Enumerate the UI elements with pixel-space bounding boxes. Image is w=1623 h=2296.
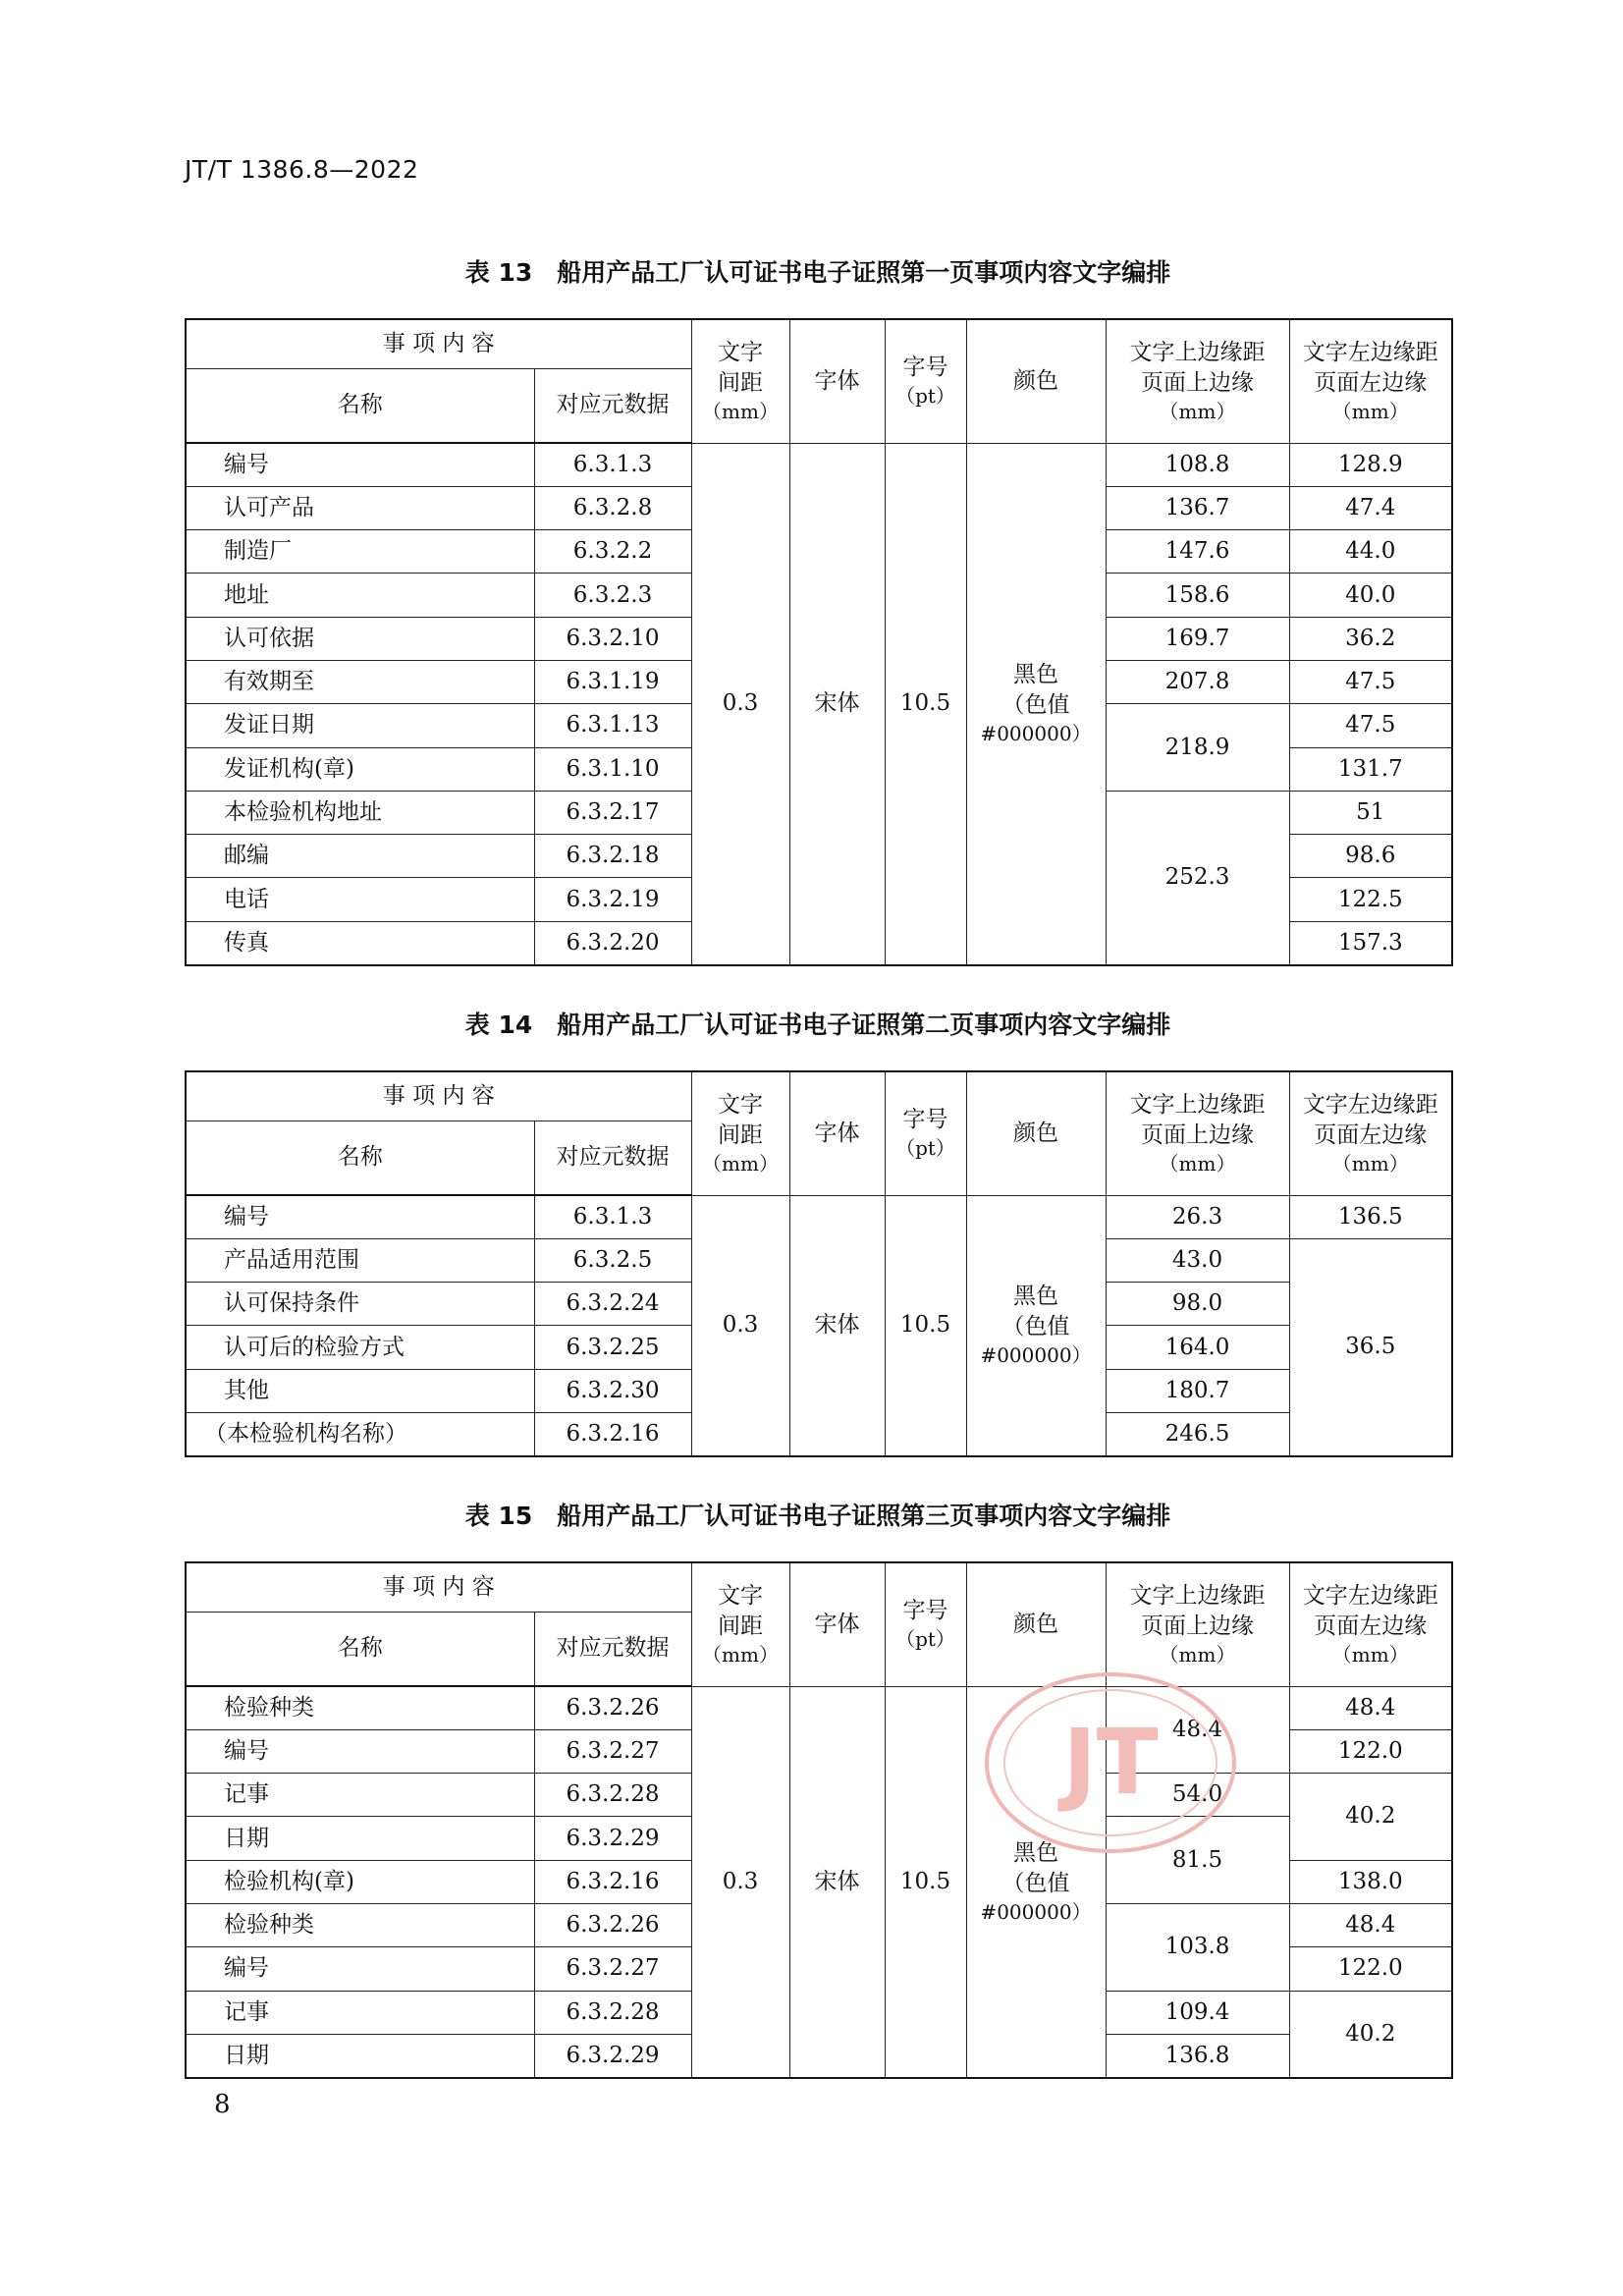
table-row-code: 6.3.2.16 [534, 1860, 691, 1903]
table-row-code: 6.3.2.29 [534, 1817, 691, 1860]
font-value: 宋体 [789, 443, 885, 965]
left-value: 48.4 [1289, 1903, 1452, 1946]
top-value: 169.7 [1106, 617, 1289, 660]
top-value: 136.8 [1106, 2034, 1289, 2077]
table-row-code: 6.3.2.27 [534, 1729, 691, 1773]
spacing-value: 0.3 [691, 1195, 789, 1456]
table-row-name: 编号 [186, 1729, 534, 1773]
top-value: 109.4 [1106, 1991, 1289, 2034]
table-row-code: 6.3.2.28 [534, 1991, 691, 2034]
table-row-code: 6.3.1.13 [534, 704, 691, 747]
size-value: 10.5 [885, 443, 966, 965]
left-value: 36.5 [1289, 1238, 1452, 1455]
spacing-value: 0.3 [691, 1686, 789, 2078]
header-size: 字号 （pt） [885, 1562, 966, 1686]
left-value: 122.0 [1289, 1729, 1452, 1773]
size-value: 10.5 [885, 1686, 966, 2078]
left-value: 44.0 [1289, 530, 1452, 574]
page-number: 8 [214, 2090, 231, 2119]
table-row-name: 检验种类 [186, 1903, 534, 1946]
table-row-code: 6.3.2.25 [534, 1326, 691, 1369]
top-value: 81.5 [1106, 1817, 1289, 1904]
header-name: 名称 [186, 368, 534, 443]
table-row-name: 本检验机构地址 [186, 791, 534, 834]
left-value: 48.4 [1289, 1686, 1452, 1729]
header-color: 颜色 [966, 1071, 1106, 1195]
table-row-code: 6.3.2.3 [534, 574, 691, 617]
table-row-name: 发证机构(章) [186, 747, 534, 791]
table-row-code: 6.3.2.8 [534, 486, 691, 529]
left-value: 47.5 [1289, 660, 1452, 703]
left-value: 40.2 [1289, 1991, 1452, 2078]
table-row-name: 检验种类 [186, 1686, 534, 1729]
top-value: 246.5 [1106, 1412, 1289, 1455]
color-value: 黑色 （色值 #000000） [966, 1195, 1106, 1456]
header-name: 名称 [186, 1612, 534, 1686]
left-value: 47.5 [1289, 704, 1452, 747]
header-data-element: 对应元数据 [534, 1121, 691, 1195]
left-value: 47.4 [1289, 486, 1452, 529]
top-value: 26.3 [1106, 1195, 1289, 1238]
header-left-distance: 文字左边缘距 页面左边缘 （mm） [1289, 1562, 1452, 1686]
left-value: 36.2 [1289, 617, 1452, 660]
left-value: 122.5 [1289, 878, 1452, 921]
table-row-name: 编号 [186, 443, 534, 486]
header-font: 字体 [789, 319, 885, 443]
table13-title: 表 13 船用产品工厂认可证书电子证照第一页事项内容文字编排 [464, 258, 1171, 287]
table-row-name: 检验机构(章) [186, 1860, 534, 1903]
table-row-name: 传真 [186, 921, 534, 964]
top-value: 103.8 [1106, 1903, 1289, 1991]
table-row-code: 6.3.1.19 [534, 660, 691, 703]
header-size: 字号 （pt） [885, 319, 966, 443]
top-value: 218.9 [1106, 704, 1289, 792]
table14-title: 表 14 船用产品工厂认可证书电子证照第二页事项内容文字编排 [464, 1011, 1171, 1039]
font-value: 宋体 [789, 1686, 885, 2078]
top-value: 98.0 [1106, 1283, 1289, 1326]
header-item-content: 事 项 内 容 [186, 319, 691, 368]
table-row-code: 6.3.2.18 [534, 835, 691, 878]
table-row-code: 6.3.1.3 [534, 443, 691, 486]
color-value: 黑色 （色值 #000000） [966, 443, 1106, 965]
header-top-distance: 文字上边缘距 页面上边缘 （mm） [1106, 319, 1289, 443]
color-value: 黑色 （色值 #000000） [966, 1686, 1106, 2078]
header-font: 字体 [789, 1071, 885, 1195]
header-top-distance: 文字上边缘距 页面上边缘 （mm） [1106, 1562, 1289, 1686]
header-spacing: 文字 间距 （mm） [691, 319, 789, 443]
table-row-name: 其他 [186, 1369, 534, 1412]
top-value: 147.6 [1106, 530, 1289, 574]
table-row-code: 6.3.2.2 [534, 530, 691, 574]
table-row-name: 编号 [186, 1195, 534, 1238]
table-row-name: （本检验机构名称） [186, 1412, 534, 1455]
header-color: 颜色 [966, 319, 1106, 443]
table-row-name: 记事 [186, 1991, 534, 2034]
left-value: 136.5 [1289, 1195, 1452, 1238]
left-value: 122.0 [1289, 1947, 1452, 1991]
top-value: 158.6 [1106, 574, 1289, 617]
left-value: 98.6 [1289, 835, 1452, 878]
document-code: JT/T 1386.8—2022 [185, 155, 419, 184]
left-value: 40.2 [1289, 1774, 1452, 1861]
table-row-code: 6.3.2.16 [534, 1412, 691, 1455]
header-top-distance: 文字上边缘距 页面上边缘 （mm） [1106, 1071, 1289, 1195]
header-item-content: 事 项 内 容 [186, 1071, 691, 1121]
top-value: 164.0 [1106, 1326, 1289, 1369]
left-value: 128.9 [1289, 443, 1452, 486]
table-row-name: 记事 [186, 1774, 534, 1817]
header-data-element: 对应元数据 [534, 368, 691, 443]
table-row-name: 认可依据 [186, 617, 534, 660]
left-value: 138.0 [1289, 1860, 1452, 1903]
header-size: 字号 （pt） [885, 1071, 966, 1195]
table-row-code: 6.3.2.17 [534, 791, 691, 834]
top-value: 136.7 [1106, 486, 1289, 529]
size-value: 10.5 [885, 1195, 966, 1456]
table-row-name: 地址 [186, 574, 534, 617]
table-row-code: 6.3.2.28 [534, 1774, 691, 1817]
top-value: 252.3 [1106, 791, 1289, 964]
left-value: 51 [1289, 791, 1452, 834]
table-row-code: 6.3.2.20 [534, 921, 691, 964]
svg-text:JT: JT [1062, 1710, 1159, 1815]
table-row-code: 6.3.2.26 [534, 1686, 691, 1729]
left-value: 131.7 [1289, 747, 1452, 791]
table-row-code: 6.3.2.5 [534, 1238, 691, 1282]
table15-title: 表 15 船用产品工厂认可证书电子证照第三页事项内容文字编排 [464, 1502, 1171, 1530]
table-row-name: 电话 [186, 878, 534, 921]
top-value: 43.0 [1106, 1238, 1289, 1282]
header-spacing: 文字 间距 （mm） [691, 1562, 789, 1686]
table-row-name: 认可后的检验方式 [186, 1326, 534, 1369]
table15 [185, 1561, 1453, 2079]
header-data-element: 对应元数据 [534, 1612, 691, 1686]
table-row-name: 邮编 [186, 835, 534, 878]
table-row-name: 发证日期 [186, 704, 534, 747]
table-row-name: 制造厂 [186, 530, 534, 574]
table-row-code: 6.3.2.27 [534, 1947, 691, 1991]
table13 [185, 318, 1453, 966]
top-value: 54.0 [1106, 1774, 1289, 1817]
table-row-name: 产品适用范围 [186, 1238, 534, 1282]
table-row-code: 6.3.2.19 [534, 878, 691, 921]
header-font: 字体 [789, 1562, 885, 1686]
top-value: 207.8 [1106, 660, 1289, 703]
table-row-name: 日期 [186, 2034, 534, 2077]
header-item-content: 事 项 内 容 [186, 1562, 691, 1612]
table-row-code: 6.3.2.29 [534, 2034, 691, 2077]
left-value: 157.3 [1289, 921, 1452, 964]
header-color: 颜色 [966, 1562, 1106, 1686]
header-spacing: 文字 间距 （mm） [691, 1071, 789, 1195]
table-row-code: 6.3.2.26 [534, 1903, 691, 1946]
top-value: 48.4 [1106, 1686, 1289, 1774]
table-row-code: 6.3.1.3 [534, 1195, 691, 1238]
table-row-name: 认可产品 [186, 486, 534, 529]
header-left-distance: 文字左边缘距 页面左边缘 （mm） [1289, 319, 1452, 443]
table-row-name: 认可保持条件 [186, 1283, 534, 1326]
table-row-name: 有效期至 [186, 660, 534, 703]
font-value: 宋体 [789, 1195, 885, 1456]
table-row-code: 6.3.2.24 [534, 1283, 691, 1326]
table-row-code: 6.3.2.10 [534, 617, 691, 660]
header-name: 名称 [186, 1121, 534, 1195]
table-row-name: 编号 [186, 1947, 534, 1991]
table14 [185, 1070, 1453, 1457]
left-value: 40.0 [1289, 574, 1452, 617]
table-row-name: 日期 [186, 1817, 534, 1860]
table-row-code: 6.3.2.30 [534, 1369, 691, 1412]
header-left-distance: 文字左边缘距 页面左边缘 （mm） [1289, 1071, 1452, 1195]
top-value: 180.7 [1106, 1369, 1289, 1412]
table-row-code: 6.3.1.10 [534, 747, 691, 791]
top-value: 108.8 [1106, 443, 1289, 486]
spacing-value: 0.3 [691, 443, 789, 965]
